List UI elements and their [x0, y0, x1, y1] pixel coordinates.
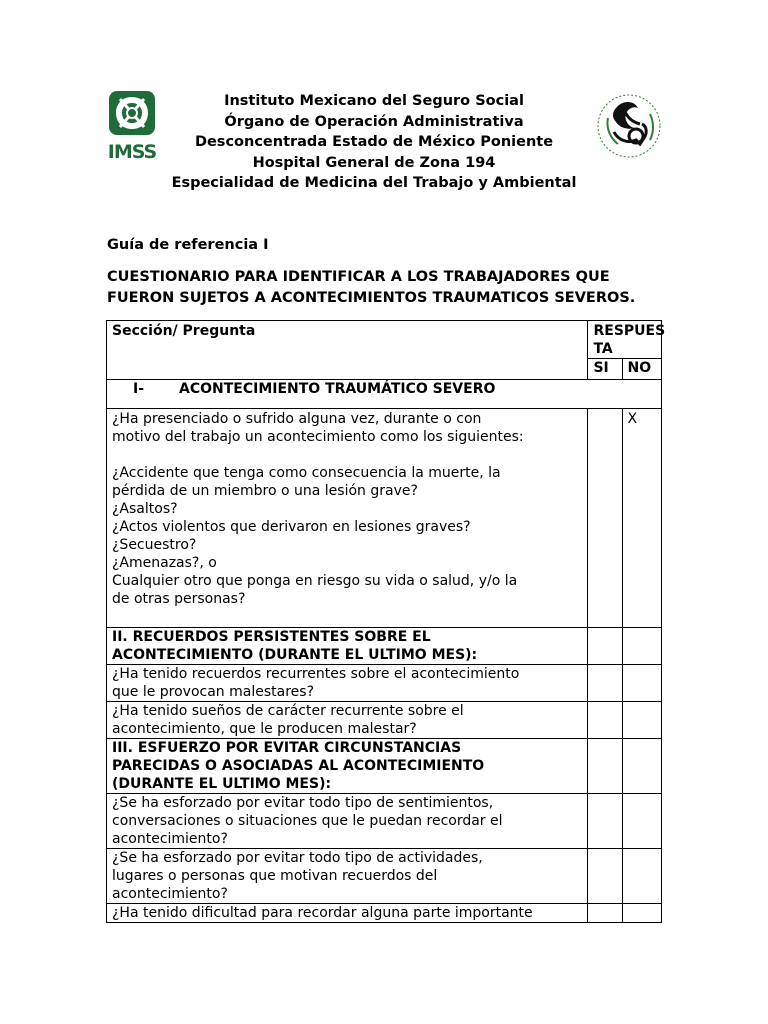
answer-no-cell[interactable]	[622, 904, 661, 923]
answer-si-cell[interactable]	[588, 794, 622, 849]
column-header-question: Sección/ Pregunta	[107, 321, 588, 380]
header-state: Desconcentrada Estado de México Poniente	[194, 134, 554, 150]
answer-no-cell	[622, 739, 661, 794]
column-header-no: NO	[622, 359, 661, 380]
section-2-question-1: ¿Ha tenido recuerdos recurrentes sobre el acontecimiento que le provocan malestares?	[107, 665, 588, 702]
answer-no-cell[interactable]	[622, 665, 661, 702]
section-2-question-2: ¿Ha tenido sueños de carácter recurrente sobre el acontecimiento, que le producen malestar?	[107, 702, 588, 739]
section-1-title: I- ACONTECIMIENTO TRAUMÁTICO SEVERO	[107, 380, 662, 409]
header-institute: Instituto Mexicano del Seguro Social	[224, 93, 524, 109]
answer-no-cell[interactable]: X	[622, 409, 661, 628]
section-3-question-2: ¿Se ha esforzado por evitar todo tipo de actividades, lugares o personas que motivan recuerdos del acontecimiento?	[107, 849, 588, 904]
section-3-question-1: ¿Se ha esforzado por evitar todo tipo de sentimientos, conversaciones o situaciones que le puedan recordar el acontecimiento?	[107, 794, 588, 849]
column-header-si: SI	[588, 359, 622, 380]
answer-si-cell[interactable]	[588, 849, 622, 904]
column-header-answer: RESPUES TA	[588, 321, 662, 359]
header-hospital: Hospital General de Zona 194	[252, 154, 496, 171]
answer-si-cell[interactable]	[588, 702, 622, 739]
answer-no-cell[interactable]	[622, 702, 661, 739]
answer-si-cell[interactable]	[588, 409, 622, 628]
institution-header	[160, 91, 588, 194]
section-2-title: II. RECUERDOS PERSISTENTES SOBRE EL ACONTECIMIENTO (DURANTE EL ULTIMO MES):	[107, 628, 588, 665]
questionnaire-table	[106, 320, 666, 923]
answer-si-cell	[588, 739, 622, 794]
imss-logo	[106, 91, 158, 161]
answer-no-cell[interactable]	[622, 794, 661, 849]
svg-text:IMSS: IMSS	[107, 141, 157, 161]
section-3-question-3: ¿Ha tenido dificultad para recordar alguna parte importante	[107, 904, 588, 923]
hospital-logo	[594, 88, 664, 164]
answer-no-cell[interactable]	[622, 849, 661, 904]
header-specialty: Especialidad de Medicina del Trabajo y Ambiental	[171, 175, 577, 191]
section-3-title: III. ESFUERZO POR EVITAR CIRCUNSTANCIAS PARECIDAS O ASOCIADAS AL ACONTECIMIENTO (DURANTE EL ULTIMO MES):	[107, 739, 588, 794]
answer-no-cell	[622, 628, 661, 665]
section-1-question: ¿Ha presenciado o sufrido alguna vez, durante o con motivo del trabajo un acontecimiento como los siguientes: ¿Accidente que tenga como consecuencia la muerte, la pérdida de un miembro o una lesión grave? ¿Asaltos? ¿Actos violentos que derivaron en lesiones graves? ¿Secuestro? ¿Amenazas?, o Cualquier otro que ponga en riesgo su vida o salud, y/o la de otras personas?	[107, 409, 588, 628]
reference-guide-label: Guía de referencia I	[107, 237, 269, 253]
header-organ: Órgano de Operación Administrativa	[224, 113, 524, 130]
answer-si-cell	[588, 628, 622, 665]
answer-si-cell[interactable]	[588, 904, 622, 923]
answer-si-cell[interactable]	[588, 665, 622, 702]
questionnaire-title: CUESTIONARIO PARA IDENTIFICAR A LOS TRABAJADORES QUE FUERON SUJETOS A ACONTECIMIENTOS TRAUMATICOS SEVEROS.	[107, 269, 636, 306]
